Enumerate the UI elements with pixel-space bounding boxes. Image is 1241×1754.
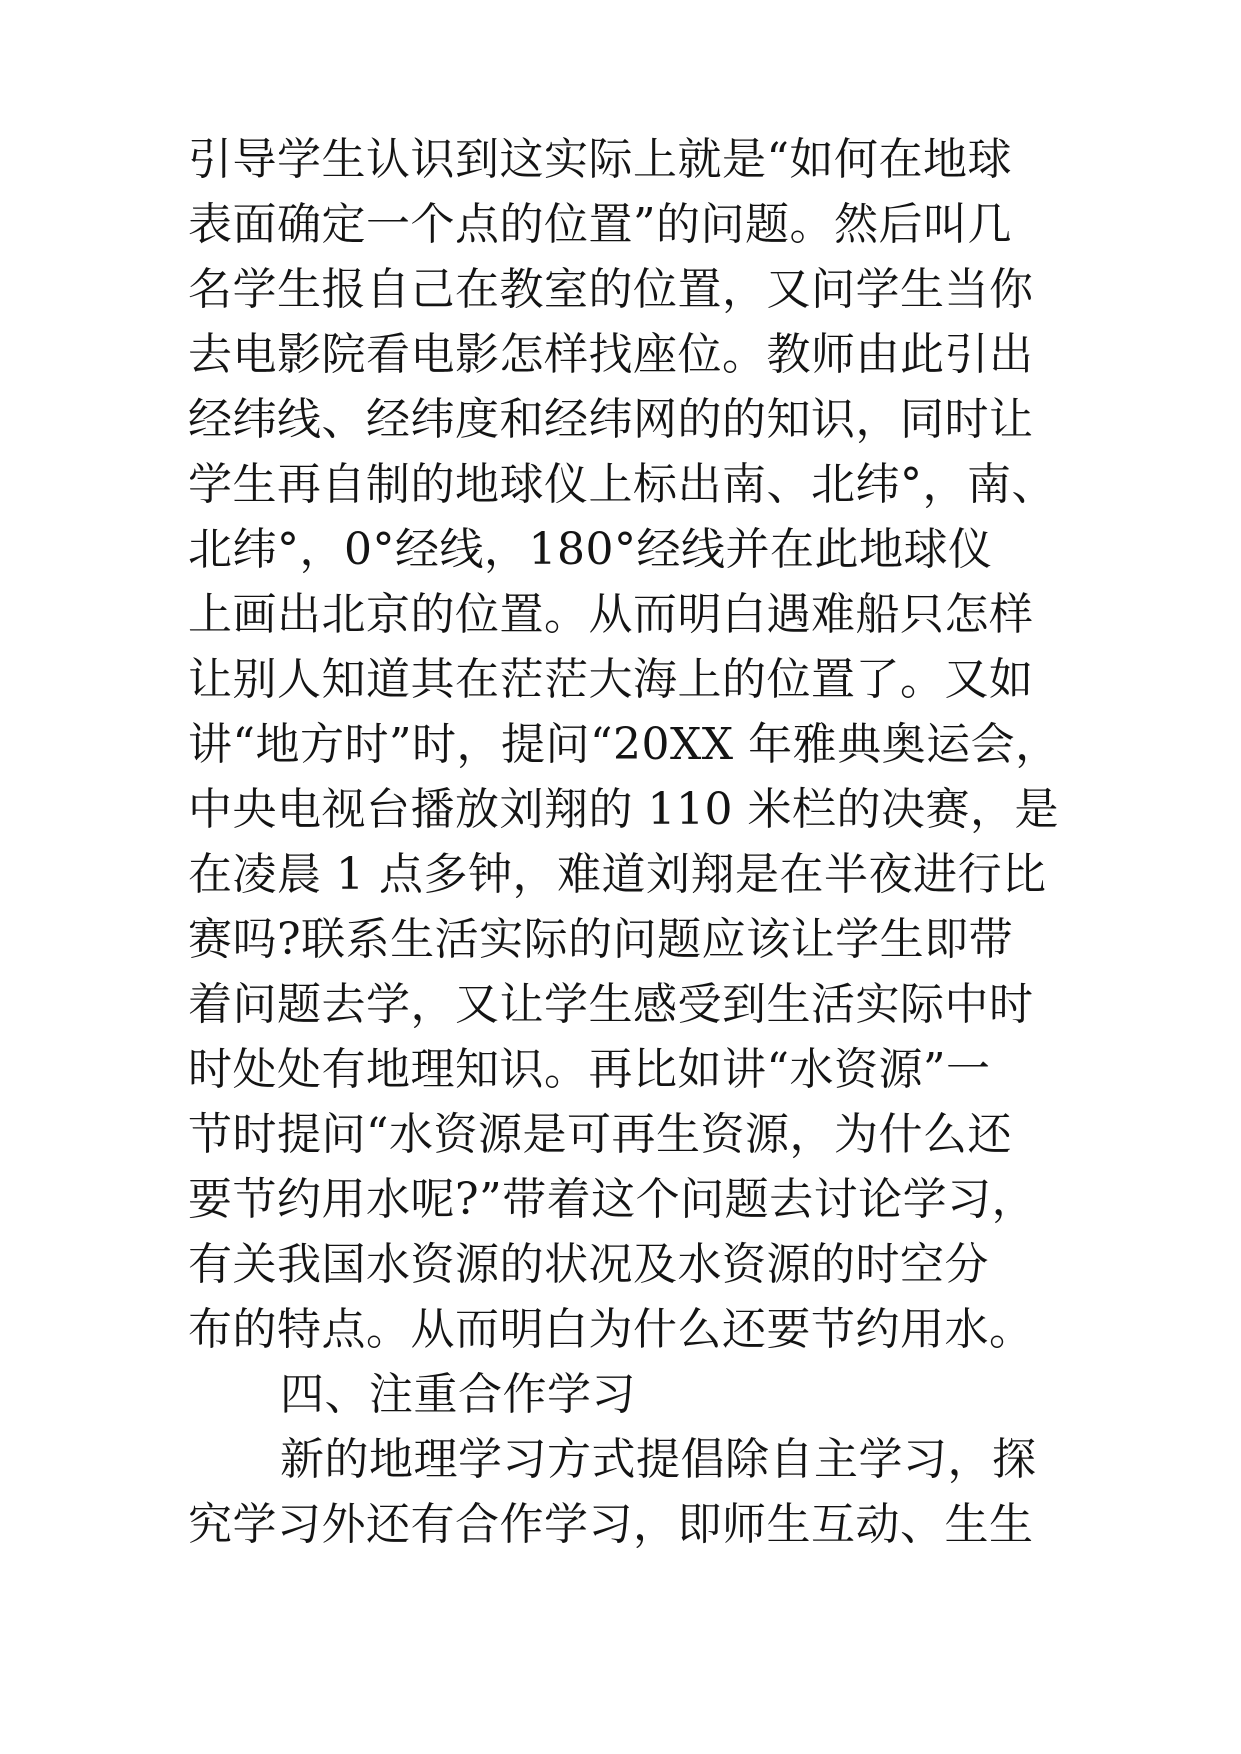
text-line: 新的地理学习方式提倡除自主学习，探: [280, 1434, 1037, 1485]
text-line: 究学习外还有合作学习，即师生互动、生生: [188, 1499, 1034, 1550]
text-line: 让别人知道其在茫茫大海上的位置了。又如: [188, 654, 1034, 705]
text-line: 表面确定一个点的位置”的问题。然后叫几: [188, 199, 1012, 250]
text-line: 名学生报自己在教室的位置，又问学生当你: [188, 264, 1034, 315]
text-line: 讲“地方时”时，提问“20XX 年雅典奥运会，: [188, 719, 1060, 770]
text-line: 着问题去学，又让学生感受到生活实际中时: [188, 979, 1034, 1030]
text-line: 引导学生认识到这实际上就是“如何在地球: [188, 134, 1012, 185]
text-line: 去电影院看电影怎样找座位。教师由此引出: [188, 329, 1034, 380]
text-line: 赛吗?联系生活实际的问题应该让学生即带: [188, 914, 1014, 965]
text-line: 上画出北京的位置。从而明白遇难船只怎样: [188, 589, 1034, 640]
text-line: 学生再自制的地球仪上标出南、北纬°，南、: [188, 459, 1056, 510]
text-line: 布的特点。从而明白为什么还要节约用水。: [188, 1304, 1034, 1355]
text-line: 经纬线、经纬度和经纬网的的知识，同时让: [188, 394, 1034, 445]
text-line: 北纬°，0°经线，180°经线并在此地球仪: [188, 524, 993, 575]
text-line: 时处处有地理知识。再比如讲“水资源”一: [188, 1044, 991, 1095]
section-heading: 四、注重合作学习: [280, 1369, 636, 1420]
text-line: 在凌晨 1 点多钟，难道刘翔是在半夜进行比: [188, 849, 1047, 900]
text-line: 节时提问“水资源是可再生资源，为什么还: [188, 1109, 1012, 1160]
text-line: 有关我国水资源的状况及水资源的时空分: [188, 1239, 989, 1290]
text-line: 中央电视台播放刘翔的 110 米栏的决赛，是: [188, 784, 1059, 835]
text-line: 要节约用水呢?”带着这个问题去讨论学习，: [188, 1174, 1037, 1225]
